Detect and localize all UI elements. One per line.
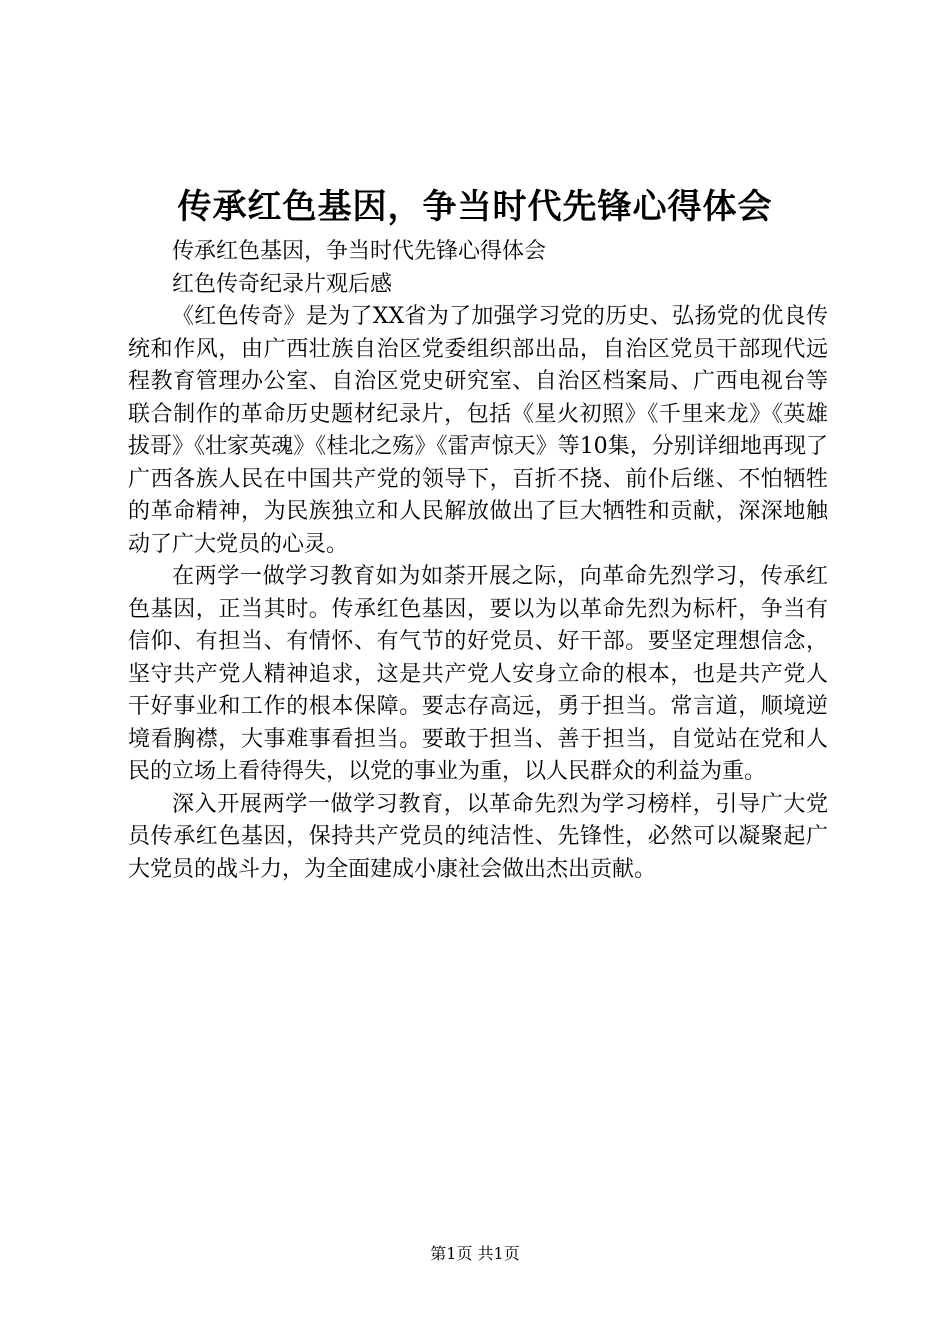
page-number-footer: 第1页 共1页 xyxy=(430,1244,520,1263)
paragraph-inheritance: 在两学一做学习教育如为如荼开展之际，向革命先烈学习，传承红色基因，正当其时。传承红色基因，要以为以革命先烈为标杆，争当有信仰、有担当、有情怀、有气节的好党员、好干部。要坚定理想信念，坚守共产党人精神追求，这是共产党人安身立命的根本，也是共产党人干好事业和工作的根本保障。要志存高远，勇于担当。常言道，顺境逆境看胸襟，大事难事看担当。要敢于担当、善于担当，自觉站在党和人民的立场上看待得失，以党的事业为重，以人民群众的利益为重。 xyxy=(128,564,828,784)
paragraph-subtitle: 传承红色基因，争当时代先锋心得体会 xyxy=(172,239,547,264)
document-title: 传承红色基因，争当时代先锋心得体会 xyxy=(177,187,773,227)
paragraph-intro: 《红色传奇》是为了XX省为了加强学习党的历史、弘扬党的优良传统和作风，由广西壮族自治区党委组织部出品，自治区党员干部现代远程教育管理办公室、自治区党史研究室、自治区档案局、广西电视台等联合制作的革命历史题材纪录片，包括《星火初照》《千里来龙》《英雄拔哥》《壮家英魂》《桂北之殇》《雷声惊天》等10集，分别详细地再现了广西各族人民在中国共产党的领导下，百折不挠、前仆后继、不怕牺牲的革命精神，为民族独立和人民解放做出了巨大牺牲和贡献，深深地触动了广大党员的心灵。 xyxy=(128,304,828,557)
paragraph-conclusion: 深入开展两学一做学习教育，以革命先烈为学习榜样，引导广大党员传承红色基因，保持共产党员的纯洁性、先锋性，必然可以凝聚起广大党员的战斗力，为全面建成小康社会做出杰出贡献。 xyxy=(128,791,828,882)
paragraph-subheading: 红色传奇纪录片观后感 xyxy=(172,271,393,297)
document-body xyxy=(128,236,828,886)
